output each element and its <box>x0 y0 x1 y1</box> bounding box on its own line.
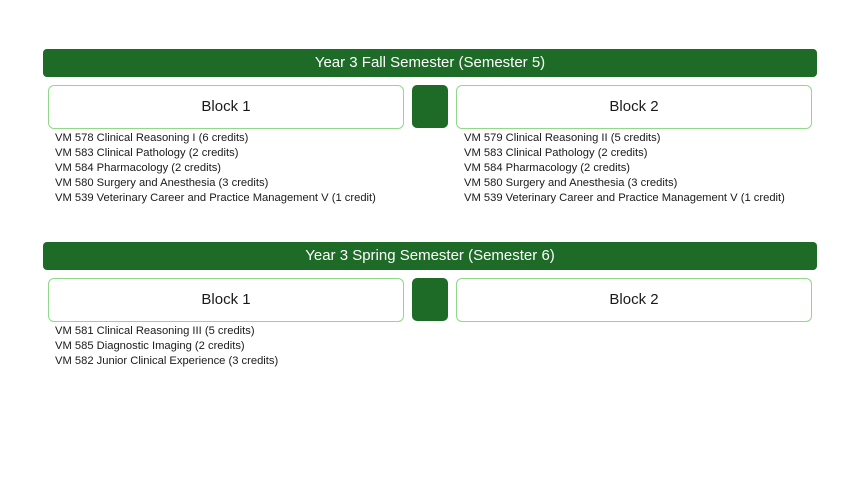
course-item: VM 583 Clinical Pathology (2 credits) <box>464 147 648 159</box>
course-item: VM 578 Clinical Reasoning I (6 credits) <box>55 132 249 144</box>
block-row <box>43 278 817 322</box>
course-item: VM 582 Junior Clinical Experience (3 credits) <box>55 355 279 367</box>
course-item: VM 580 Surgery and Anesthesia (3 credits) <box>464 177 678 189</box>
course-item: VM 539 Veterinary Career and Practice Management V (1 credit) <box>464 192 785 204</box>
course-item: VM 581 Clinical Reasoning III (5 credits) <box>55 325 255 337</box>
block-2-course-list <box>464 131 785 206</box>
semester-header: Year 3 Spring Semester (Semester 6) <box>43 242 817 270</box>
block-divider-square <box>412 278 448 321</box>
course-item: VM 580 Surgery and Anesthesia (3 credits) <box>55 177 269 189</box>
course-item: VM 585 Diagnostic Imaging (2 credits) <box>55 340 245 352</box>
course-item: VM 584 Pharmacology (2 credits) <box>464 162 631 174</box>
course-item: VM 583 Clinical Pathology (2 credits) <box>55 147 239 159</box>
block-2-box: Block 2 <box>456 85 812 129</box>
block-1-box: Block 1 <box>48 85 404 129</box>
course-item: VM 584 Pharmacology (2 credits) <box>55 162 222 174</box>
block-1-course-list <box>55 131 376 206</box>
block-row <box>43 85 817 129</box>
course-item: VM 579 Clinical Reasoning II (5 credits) <box>464 132 661 144</box>
semester-header: Year 3 Fall Semester (Semester 5) <box>43 49 817 77</box>
semester-section <box>43 242 817 367</box>
course-item: VM 539 Veterinary Career and Practice Management V (1 credit) <box>55 192 376 204</box>
block-divider-square <box>412 85 448 128</box>
block-2-box: Block 2 <box>456 278 812 322</box>
block-1-course-list <box>55 324 278 369</box>
semester-section <box>43 49 817 204</box>
block-1-box: Block 1 <box>48 278 404 322</box>
